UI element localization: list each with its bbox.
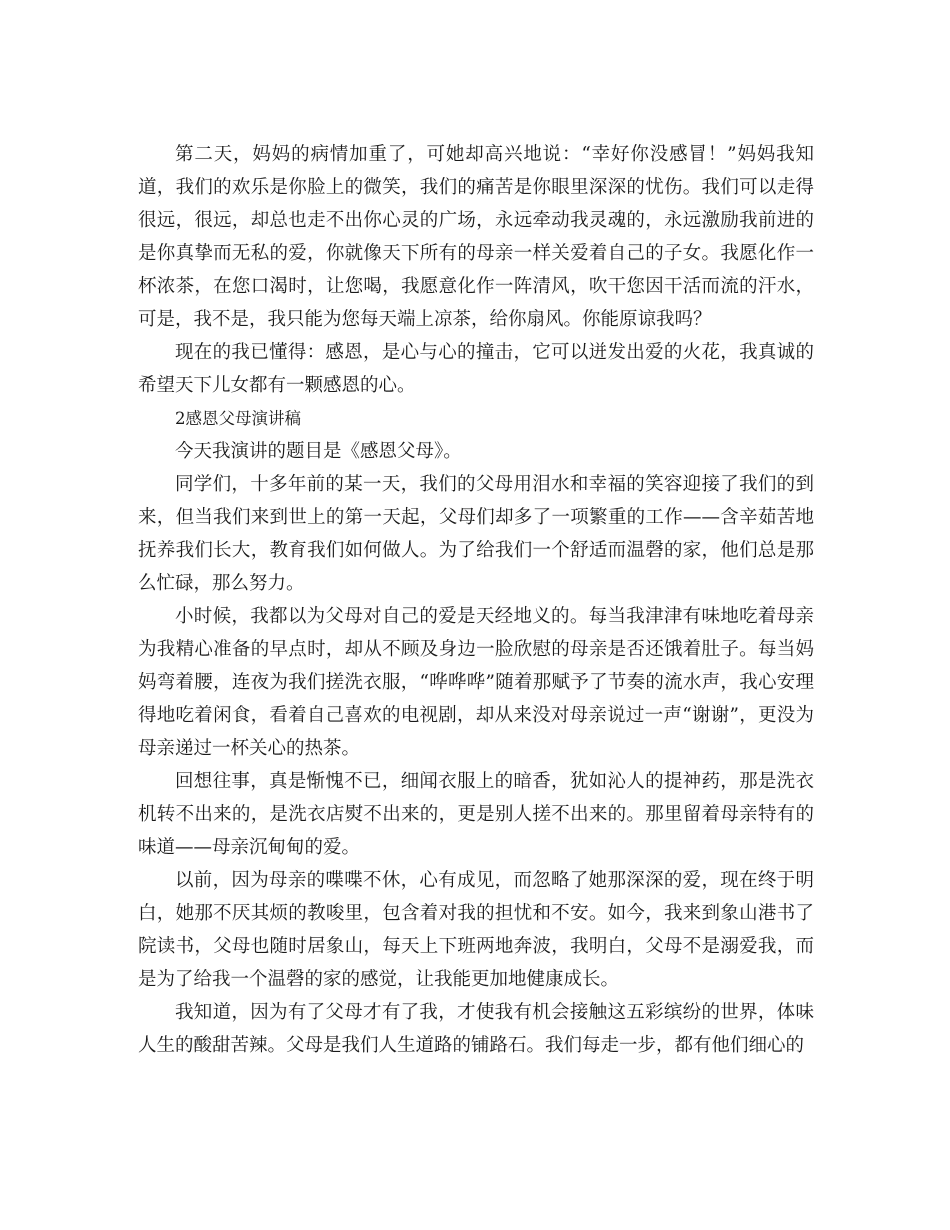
section-heading: 2感恩父母演讲稿 xyxy=(175,409,301,428)
paragraph: 小时候，我都以为父母对自己的爱是天经地义的。每当我津津有味地吃着母亲为我精心准备的早点时，却从不顾及身边一脸欣慰的母亲是否还饿着肚子。每当妈妈弯着腰，连夜为我们搓洗衣服，“哗哗哗”随着那赋予了节奏的流水声，我心安理得地吃着闲食，看着自己喜欢的电视剧，却从来没对母亲说过一声“谢谢”，更没为母亲递过一杯关心的热茶。 xyxy=(138,606,814,759)
paragraph: 回想往事，真是惭愧不已，细闻衣服上的暗香，犹如沁人的提神药，那是洗衣机转不出来的，是洗衣店熨不出来的，更是别人搓不出来的。那里留着母亲特有的味道——母亲沉甸甸的爱。 xyxy=(138,771,814,858)
paragraph: 以前，因为母亲的喋喋不休，心有成见，而忽略了她那深深的爱，现在终于明白，她那不厌其烦的教唆里，包含着对我的担忧和不安。如今，我来到象山港书了院读书，父母也随时居象山，每天上下班两地奔波，我明白，父母不是溺爱我，而是为了给我一个温磬的家的感觉，让我能更加地健康成长。 xyxy=(138,870,814,990)
paragraph: 同学们，十多年前的某一天，我们的父母用泪水和幸福的笑容迎接了我们的到来，但当我们来到世上的第一天起，父母们却多了一项繁重的工作——含辛茹苦地抚养我们长大，教育我们如何做人。为了给我们一个舒适而温磬的家，他们总是那么忙碌，那么努力。 xyxy=(138,474,814,594)
paragraph: 我知道，因为有了父母才有了我，才使我有机会接触这五彩缤纷的世界，体味人生的酸甜苦辣。父母是我们人生道路的铺路石。我们每走一步，都有他们细心的 xyxy=(138,1002,814,1056)
document-body xyxy=(138,138,814,1062)
paragraph: 今天我演讲的题目是《感恩父母》。 xyxy=(175,441,462,462)
paragraph: 第二天，妈妈的病情加重了，可她却高兴地说：“幸好你没感冒！”妈妈我知道，我们的欢乐是你脸上的微笑，我们的痛苦是你眼里深深的忧伤。我们可以走得很远，很远，却总也走不出你心灵的广场，永远牵动我灵魂的，永远激励我前进的是你真挚而无私的爱，你就像天下所有的母亲一样关爱着自己的子女。我愿化作一杯浓茶，在您口渴时，让您喝，我愿意化作一阵清风，吹干您因干活而流的汗水，可是，我不是，我只能为您每天端上凉茶，给你扇风。你能原谅我吗？ xyxy=(138,144,814,330)
paragraph: 现在的我已懂得：感恩，是心与心的撞击，它可以迸发出爱的火花，我真诚的希望天下儿女都有一颗感恩的心。 xyxy=(138,342,814,396)
